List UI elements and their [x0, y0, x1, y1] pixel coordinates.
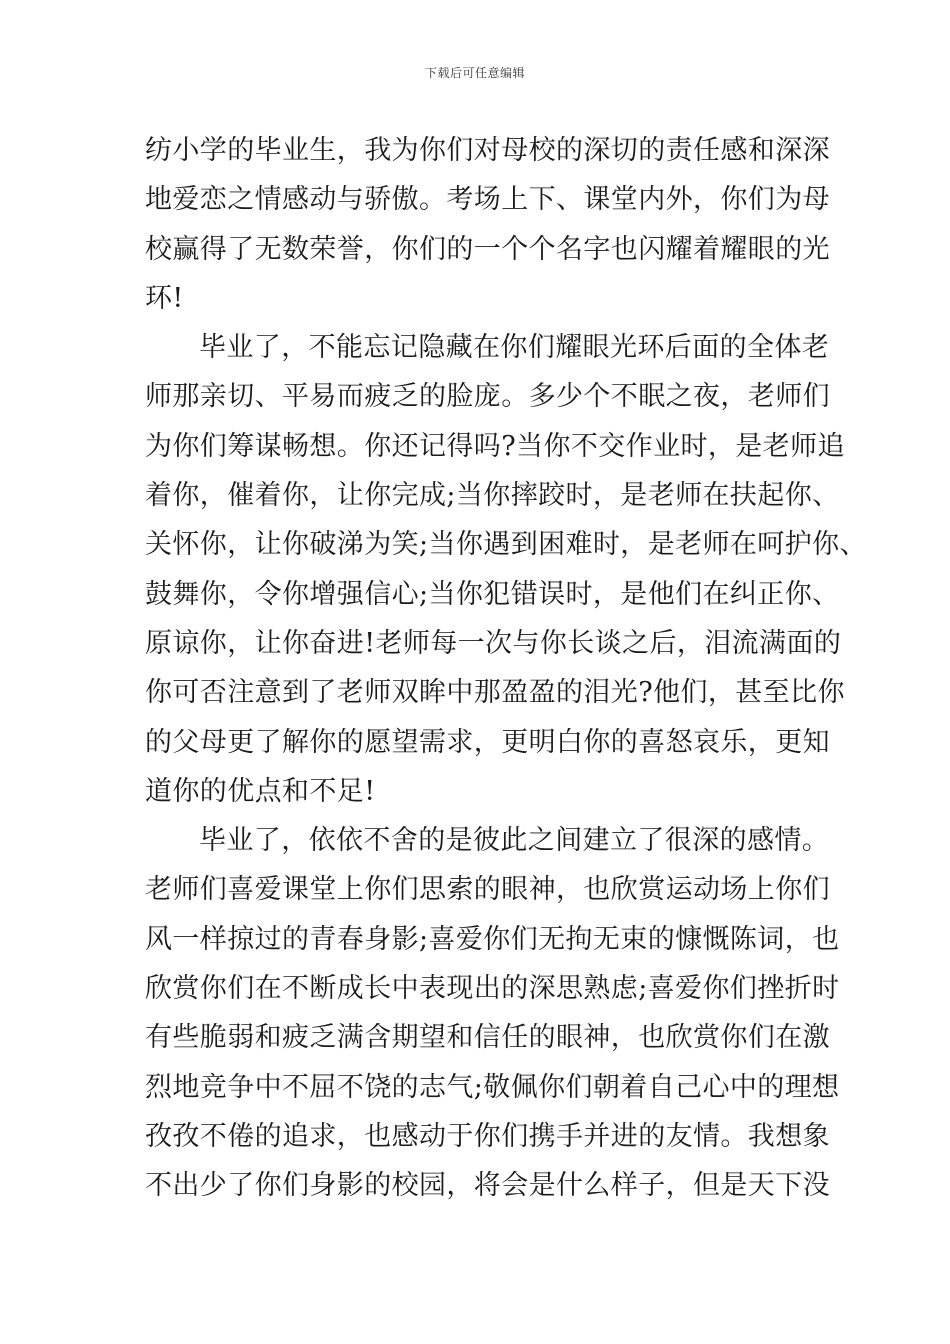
page-header: 下载后可任意编辑	[424, 66, 525, 80]
text-line: 你可否注意到了老师双眸中那盈盈的泪光?他们，甚至比你	[145, 677, 845, 709]
text-line: 着你，催着你，让你完成;当你摔跤时，是老师在扶起你、	[145, 480, 840, 512]
text-line: 鼓舞你，令你增强信心;当你犯错误时，是他们在纠正你、	[145, 578, 840, 610]
paragraph-first-line: 毕业了，不能忘记隐藏在你们耀眼光环后面的全体老	[199, 332, 830, 364]
text-line: 原谅你，让你奋进!老师每一次与你长谈之后，泪流满面的	[145, 627, 842, 659]
body-text	[145, 126, 867, 1211]
text-line: 校赢得了无数荣誉，你们的一个个名字也闪耀着耀眼的光	[145, 233, 830, 265]
text-line: 师那亲切、平易而疲乏的脸庞。多少个不眠之夜，老师们	[145, 381, 830, 413]
text-line: 道你的优点和不足!	[145, 775, 376, 807]
text-line: 孜孜不倦的追求，也感动于你们携手并进的友情。我想象	[145, 1120, 830, 1152]
text-line: 环!	[145, 282, 184, 314]
paragraph-first-line: 毕业了，依依不舍的是彼此之间建立了很深的感情。	[199, 825, 830, 857]
text-line: 不出少了你们身影的校园，将会是什么样子，但是天下没	[145, 1170, 830, 1202]
text-line: 为你们筹谋畅想。你还记得吗?当你不交作业时，是老师追	[145, 430, 845, 462]
text-line: 纺小学的毕业生，我为你们对母校的深切的责任感和深深	[145, 135, 830, 166]
text-line: 有些脆弱和疲乏满含期望和信任的眼神，也欣赏你们在激	[145, 1022, 830, 1054]
text-line: 地爱恋之情感动与骄傲。考场上下、课堂内外，你们为母	[145, 184, 830, 216]
text-line: 老师们喜爱课堂上你们思索的眼神，也欣赏运动场上你们	[145, 874, 830, 906]
text-line: 欣赏你们在不断成长中表现出的深思熟虑;喜爱你们挫折时	[145, 973, 840, 1005]
text-line: 的父母更了解你的愿望需求，更明白你的喜怒哀乐，更知	[145, 726, 830, 758]
text-line: 烈地竞争中不屈不饶的志气;敬佩你们朝着自己心中的理想	[145, 1071, 840, 1103]
text-line: 风一样掠过的青春身影;喜爱你们无拘无束的慷慨陈词，也	[145, 923, 840, 955]
text-line: 关怀你，让你破涕为笑;当你遇到困难时，是老师在呵护你、	[145, 529, 867, 561]
